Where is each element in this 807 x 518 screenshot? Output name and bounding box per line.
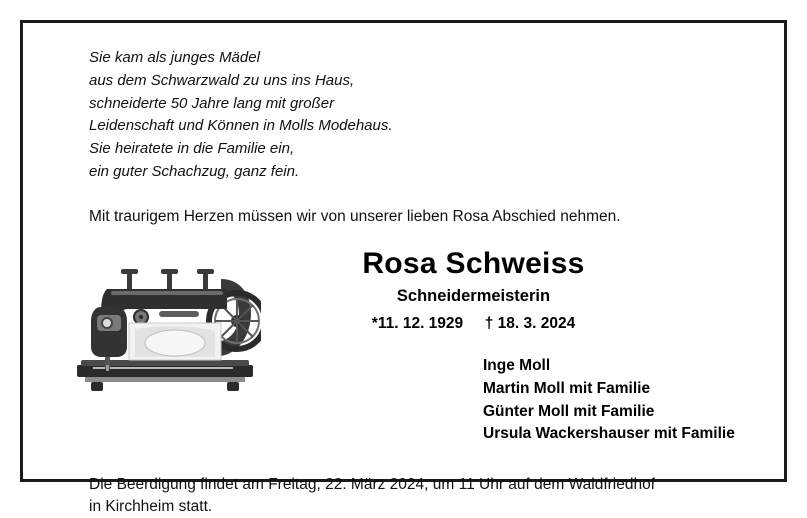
poem-line: aus dem Schwarzwald zu uns ins Haus, (89, 71, 355, 89)
mourner-name: Ursula Wackershauser mit Familie (483, 425, 735, 443)
notice-border (20, 20, 787, 515)
poem-block (89, 47, 756, 184)
funeral-details (89, 474, 756, 518)
poem-line: Sie heiratete in die Familie ein, (89, 140, 295, 158)
intro-text: Mit traurigem Herzen müssen wir von unserer lieben Rosa Abschied nehmen. (89, 207, 621, 225)
deceased-name: Rosa Schweiss (362, 247, 585, 281)
mourner-name: Martin Moll mit Familie (483, 380, 651, 398)
poem-line: Sie kam als junges Mädel (89, 49, 260, 66)
poem-line: Leidenschaft und Können in Molls Modehaus. (89, 117, 393, 135)
birth-death-dates: *11. 12. 1929 † 18. 3. 2024 (371, 315, 576, 333)
mourner-name: Inge Moll (483, 357, 551, 375)
sewing-machine-icon (71, 261, 261, 406)
mourner-name: Günter Moll mit Familie (483, 402, 655, 420)
funeral-details-line: Die Beerdigung findet am Freitag, 22. März 2024, um 11 Uhr auf dem Waldfriedhof (89, 475, 656, 493)
poem-line: schneiderte 50 Jahre lang mit großer (89, 94, 335, 112)
funeral-details-line: in Kirchheim statt. (89, 497, 213, 515)
deceased-profession: Schneidermeisterin (396, 287, 551, 306)
notice-content (23, 23, 784, 515)
poem-line: ein guter Schachzug, ganz fein. (89, 162, 300, 180)
